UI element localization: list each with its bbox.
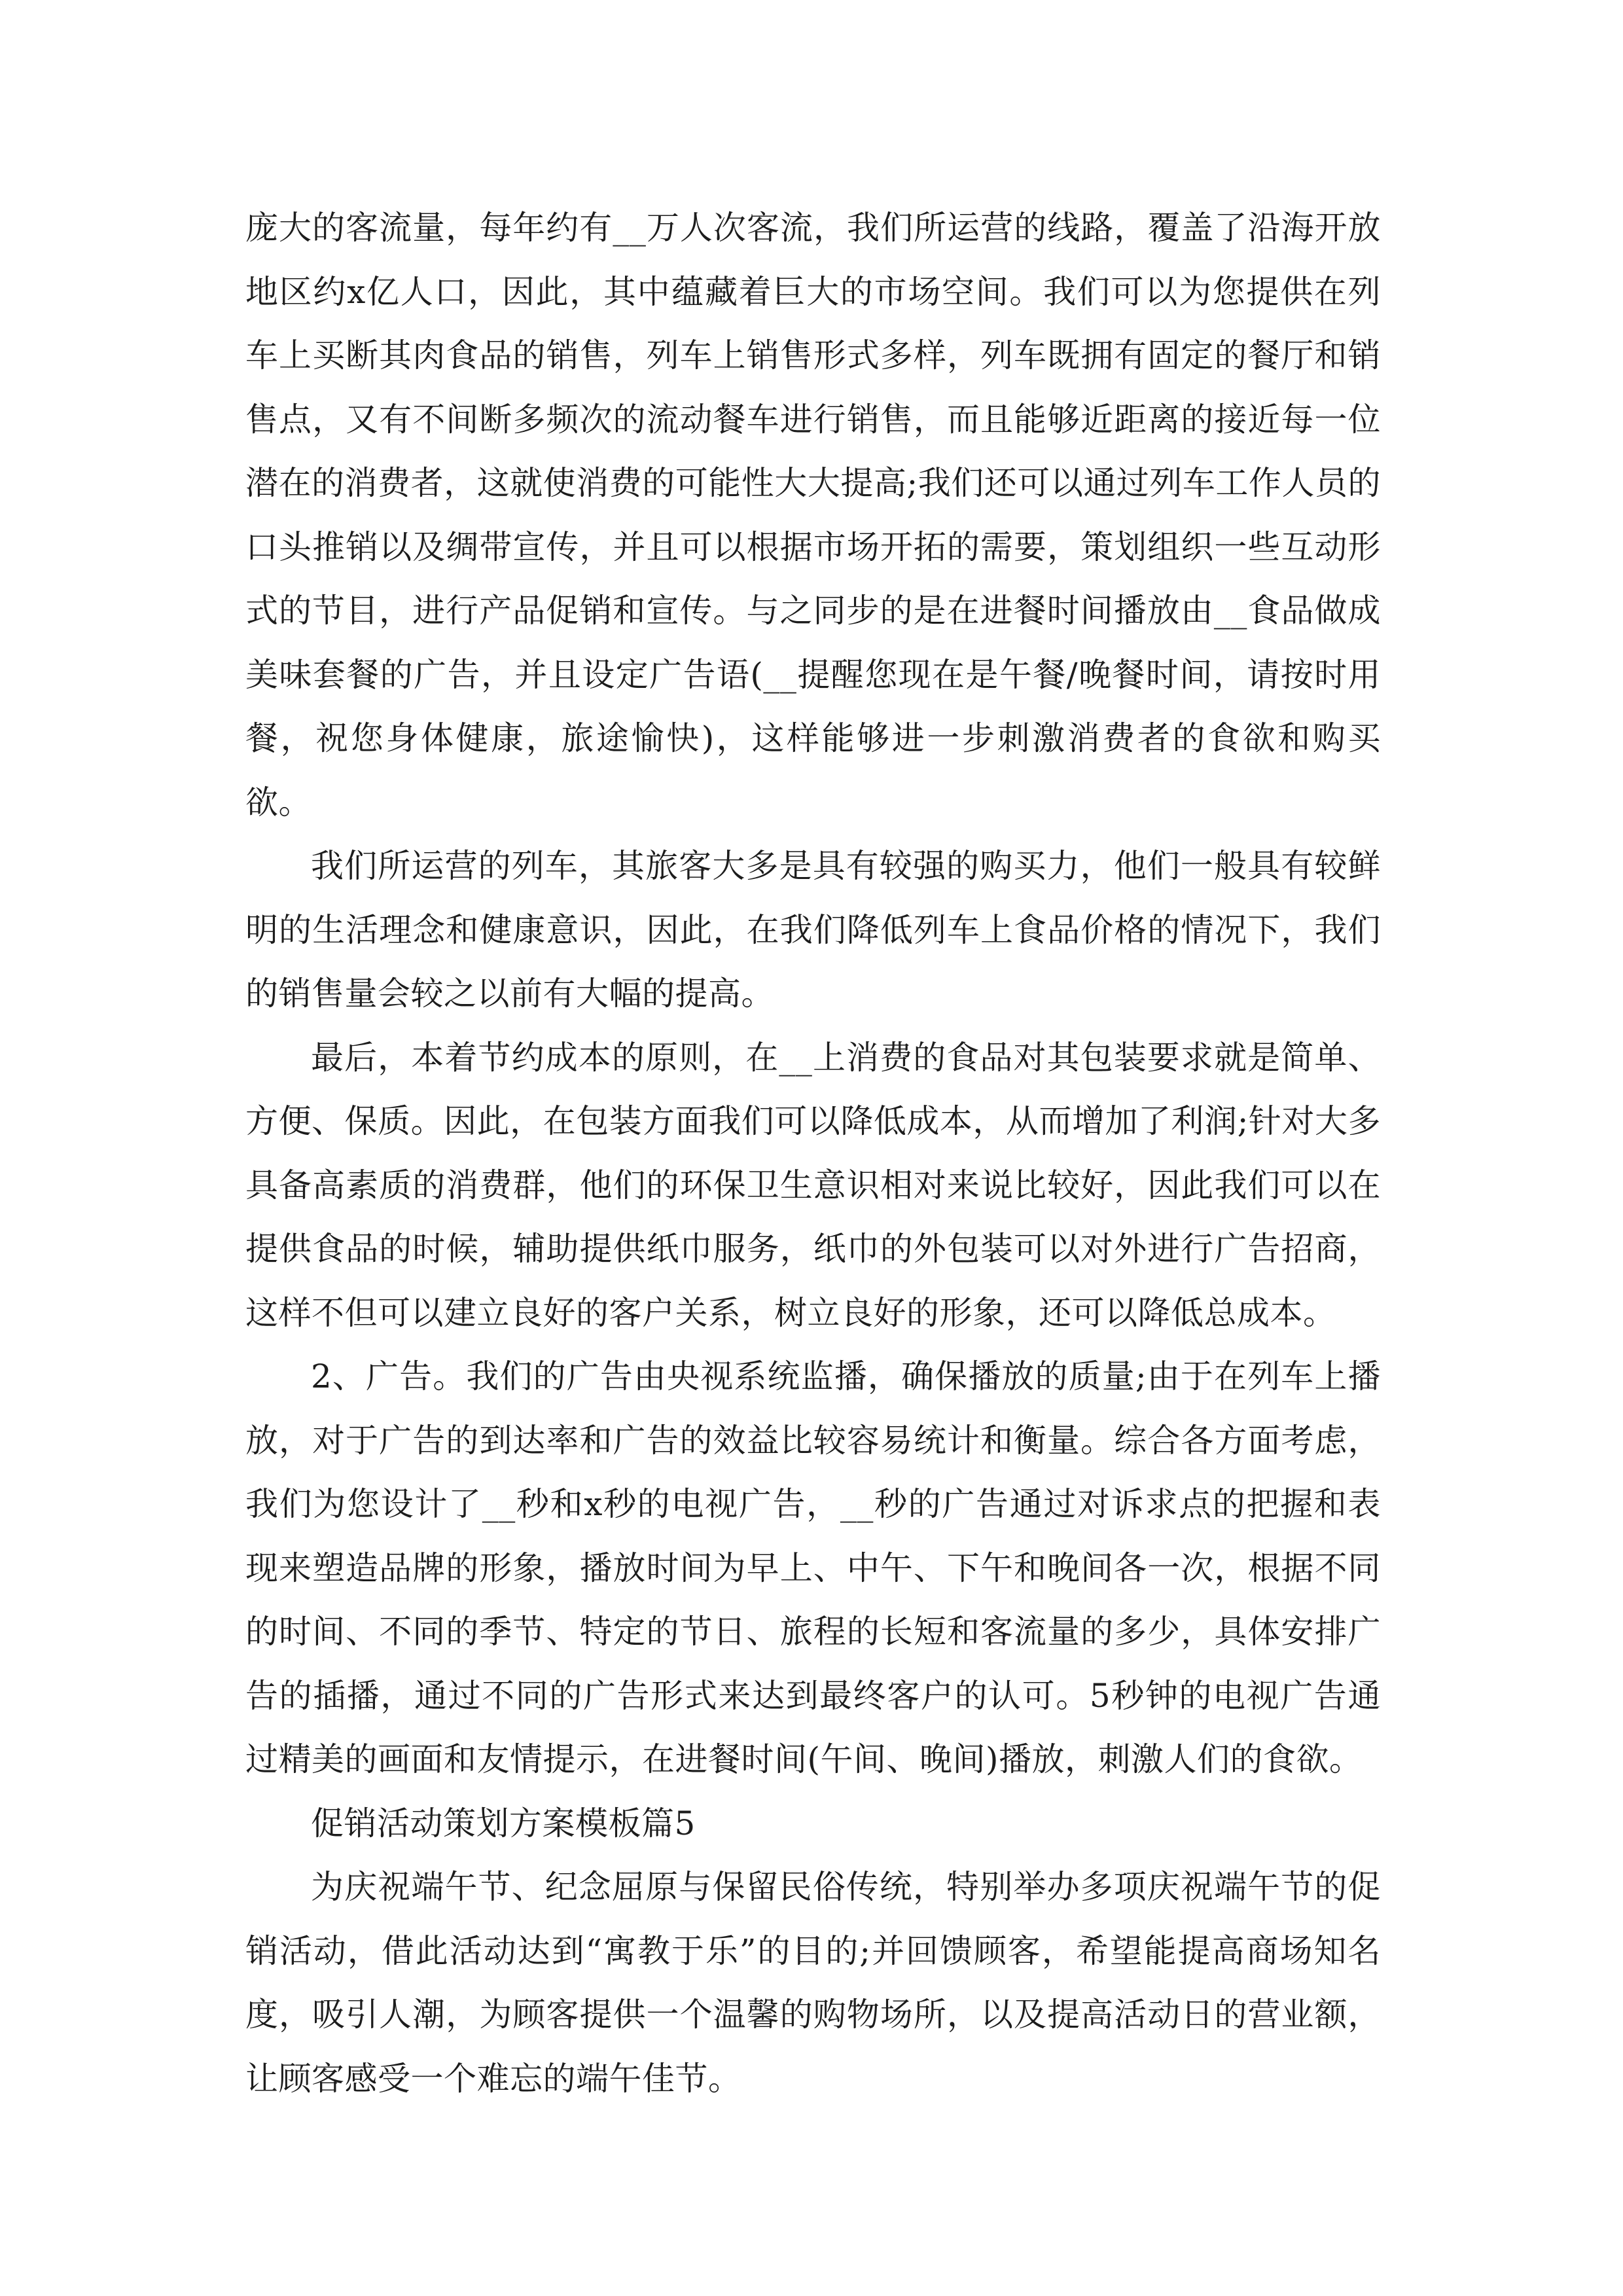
paragraph-ad-sales-overview: 庞大的客流量，每年约有__万人次客流，我们所运营的线路，覆盖了沿海开放地区约x亿人口，因此，其中蕴藏着巨大的市场空间。我们可以为您提供在列车上买断其肉食品的销售，列车上销售形式多样，列车既拥有固定的餐厅和销售点，又有不间断多频次的流动餐车进行销售，而且能够近距离的接近每一位潜在的消费者，这就使消费的可能性大大提高;我们还可以通过列车工作人员的口头推销以及绸带宣传，并且可以根据市场开拓的需要，策划组织一些互动形式的节目，进行产品促销和宣传。与之同步的是在进餐时间播放由__食品做成美味套餐的广告，并且设定广告语(__提醒您现在是午餐/晚餐时间，请按时用餐，祝您身体健康，旅途愉快)，这样能够进一步刺激消费者的食欲和购买欲。 xyxy=(245,209,1381,821)
paragraph-passenger-purchasing-power: 我们所运营的列车，其旅客大多是具有较强的购买力，他们一般具有较鲜明的生活理念和健康意识，因此，在我们降低列车上食品价格的情况下，我们的销售量会较之以前有大幅的提高。 xyxy=(245,847,1381,1013)
document-body xyxy=(245,196,1381,2111)
section-heading-template-5: 促销活动策划方案模板篇5 xyxy=(311,1804,696,1842)
paragraph-dragon-boat-festival: 为庆祝端午节、纪念屈原与保留民俗传统，特别举办多项庆祝端午节的促销活动，借此活动达到“寓教于乐”的目的;并回馈顾客，希望能提高商场知名度，吸引人潮，为顾客提供一个温馨的购物场所，以及提高活动日的营业额，让顾客感受一个难忘的端午佳节。 xyxy=(245,1868,1381,2098)
paragraph-packaging-cost: 最后，本着节约成本的原则，在__上消费的食品对其包装要求就是简单、方便、保质。因此，在包装方面我们可以降低成本，从而增加了利润;针对大多具备高素质的消费群，他们的环保卫生意识相对来说比较好，因此我们可以在提供食品的时候，辅助提供纸巾服务，纸巾的外包装可以对外进行广告招商，这样不但可以建立良好的客户关系，树立良好的形象，还可以降低总成本。 xyxy=(245,1038,1381,1332)
paragraph-tv-advertising: 2、广告。我们的广告由央视系统监播，确保播放的质量;由于在列车上播放，对于广告的到达率和广告的效益比较容易统计和衡量。综合各方面考虑，我们为您设计了__秒和x秒的电视广告，__秒的广告通过对诉求点的把握和表现来塑造品牌的形象，播放时间为早上、中午、下午和晚间各一次，根据不同的时间、不同的季节、特定的节日、旅程的长短和客流量的多少，具体安排广告的插播，通过不同的广告形式来达到最终客户的认可。5秒钟的电视广告通过精美的画面和友情提示，在进餐时间(午间、晚间)播放，刺激人们的食欲。 xyxy=(245,1357,1381,1778)
